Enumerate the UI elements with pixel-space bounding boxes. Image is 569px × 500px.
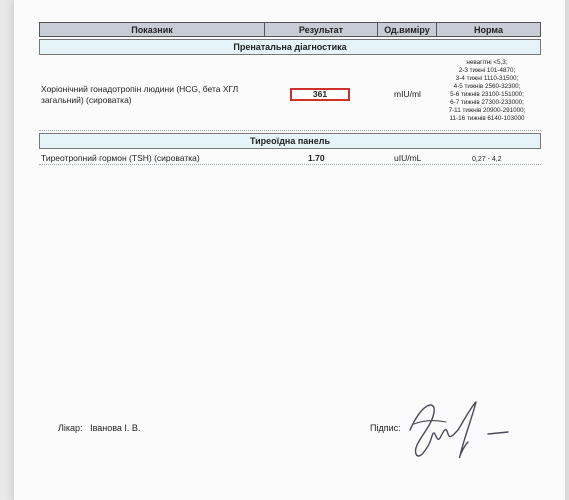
hcg-test-name: [41, 84, 271, 106]
column-header-result: Результат: [265, 23, 378, 37]
hcg-norm-line: 6-7 тижнів 27300-233000;: [450, 99, 524, 106]
doctor-signature-line: [58, 423, 140, 433]
column-header-unit: Од.виміру: [378, 23, 437, 37]
page-edge: [565, 0, 569, 500]
row-divider: [39, 164, 541, 165]
hcg-norm-line: 2-3 тижні 101-4870;: [458, 67, 516, 74]
section-prenatal: Пренатальна діагностика: [39, 39, 541, 55]
tsh-test-name: Тиреотропний гормон (TSH) (сироватка): [41, 153, 200, 163]
hcg-unit: mIU/ml: [394, 89, 421, 99]
hcg-name-line-1: Хоріонічний гонадотропін людини (HCG, бета ХГЛ: [41, 84, 239, 94]
hcg-norm-line: невагітні <5,3;: [466, 59, 508, 66]
hcg-result-value: 361: [290, 88, 350, 101]
hcg-norm-line: 11-16 тижнів 6140-103000: [449, 115, 525, 122]
doctor-name: Іванова І. В.: [90, 423, 141, 433]
column-header-norm: Норма: [437, 23, 541, 37]
hcg-norm-line: 7-11 тижнів 20900-291000;: [448, 107, 526, 114]
hcg-norm-line: 3-4 тижні 1110-31500;: [455, 75, 519, 82]
column-header-indicator: Показник: [40, 23, 265, 37]
hcg-norm-ranges: [432, 59, 542, 123]
handwritten-signature: [402, 398, 542, 468]
hcg-norm-line: 4-5 тижнів 2560-32300;: [453, 83, 521, 90]
results-table-header: [39, 22, 541, 37]
tsh-unit: uIU/mL: [394, 153, 422, 163]
doctor-label: Лікар:: [58, 423, 83, 433]
tsh-result-value: 1.70: [308, 153, 325, 163]
signature-label: Підпис:: [370, 423, 401, 433]
row-divider: [39, 130, 541, 131]
lab-report-page: [14, 0, 565, 500]
tsh-norm: 0,27 - 4,2: [472, 156, 502, 163]
hcg-norm-line: 5-6 тижнів 23100-151000;: [450, 91, 524, 98]
hcg-name-line-2: загальний) (сироватка): [41, 95, 132, 105]
section-thyroid: Тиреоїдна панель: [39, 133, 541, 149]
